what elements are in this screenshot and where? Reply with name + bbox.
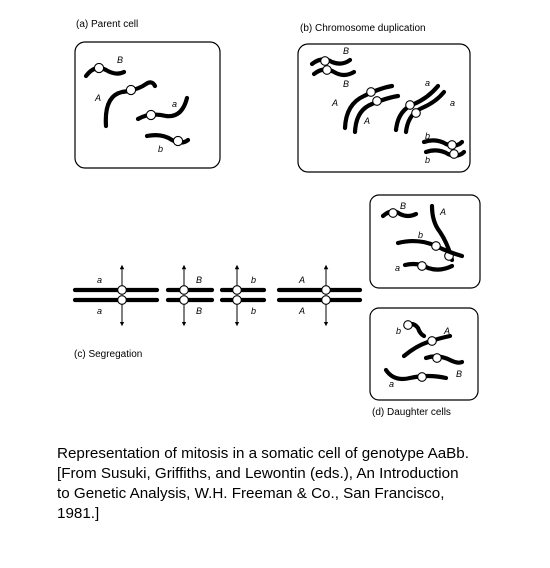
allele-label-A: A [299,306,306,316]
daughter-cell-2 [370,308,478,400]
allele-label-A: A [95,93,102,103]
centromere [94,63,103,72]
caption-line: to Genetic Analysis, W.H. Freeman & Co., San Francisco, [57,485,445,502]
allele-label-b: b [425,155,431,165]
allele-label-a: a [97,306,103,316]
allele-label-a: a [450,98,456,108]
daughter-cells-label: (d) Daughter cells [372,407,451,418]
allele-label-a: a [425,78,431,88]
daughter-cells-panel [370,195,480,418]
centromere [450,150,459,159]
allele-label-b: b [251,306,257,316]
allele-label-a: a [97,275,103,285]
caption-line: Representation of mitosis in a somatic cell of genotype AaBb. [57,445,469,462]
centromere [418,373,427,382]
centromere [418,262,427,271]
centromere [321,57,330,66]
allele-label-A: A [444,326,451,336]
allele-label-A: A [440,207,447,217]
centromere [322,286,331,295]
centromere [448,141,457,150]
caption-line: 1981.] [57,505,100,522]
centromere [233,296,242,305]
daughter-cell-1 [370,195,480,288]
allele-label-B: B [117,55,124,65]
centromere [433,354,442,363]
caption-line: [From Susuki, Griffiths, and Lewontin (eds.), An Introduction [57,465,459,482]
allele-label-B: B [400,201,407,211]
allele-label-a: a [172,99,178,109]
centromere [389,209,398,218]
centromere [373,97,382,106]
centromere [406,101,415,110]
segregation-pair-A [279,267,360,324]
daughter-cell-frame [370,308,478,400]
allele-label-a: a [395,263,401,273]
centromere [233,286,242,295]
allele-label-A: A [299,275,306,285]
allele-label-b: b [418,230,424,240]
parent-cell-label: (a) Parent cell [76,19,139,30]
allele-label-b: b [396,326,402,336]
centromere [412,109,421,118]
duplication-panel [298,23,470,172]
segregation-pair-b [222,267,264,324]
centromere [322,296,331,305]
centromere [126,85,135,94]
allele-label-b: b [251,275,257,285]
centromere [118,296,127,305]
segregation-pair-a [75,267,157,324]
centromere [428,337,437,346]
segregation-pair-B [168,267,212,324]
allele-label-B: B [456,369,463,379]
allele-label-A: A [332,98,339,108]
figure-caption [57,444,537,524]
centromere [404,321,413,330]
segregation-panel [74,267,360,360]
centromere [180,286,189,295]
allele-label-B: B [343,79,350,89]
allele-label-b: b [425,131,431,141]
allele-label-A: A [364,116,371,126]
centromere [323,66,332,75]
centromere [118,286,127,295]
centromere [173,136,182,145]
segregation-label: (c) Segregation [74,349,143,360]
centromere [367,88,376,97]
allele-label-b: b [158,144,164,154]
centromere [180,296,189,305]
centromere [432,242,441,251]
parent-cell-panel [75,19,220,168]
allele-label-B: B [196,306,203,316]
allele-label-B: B [196,275,203,285]
centromere [146,110,155,119]
duplication-label: (b) Chromosome duplication [300,23,426,34]
allele-label-B: B [343,46,350,56]
parent-cell-frame [75,42,220,168]
allele-label-a: a [389,379,395,389]
